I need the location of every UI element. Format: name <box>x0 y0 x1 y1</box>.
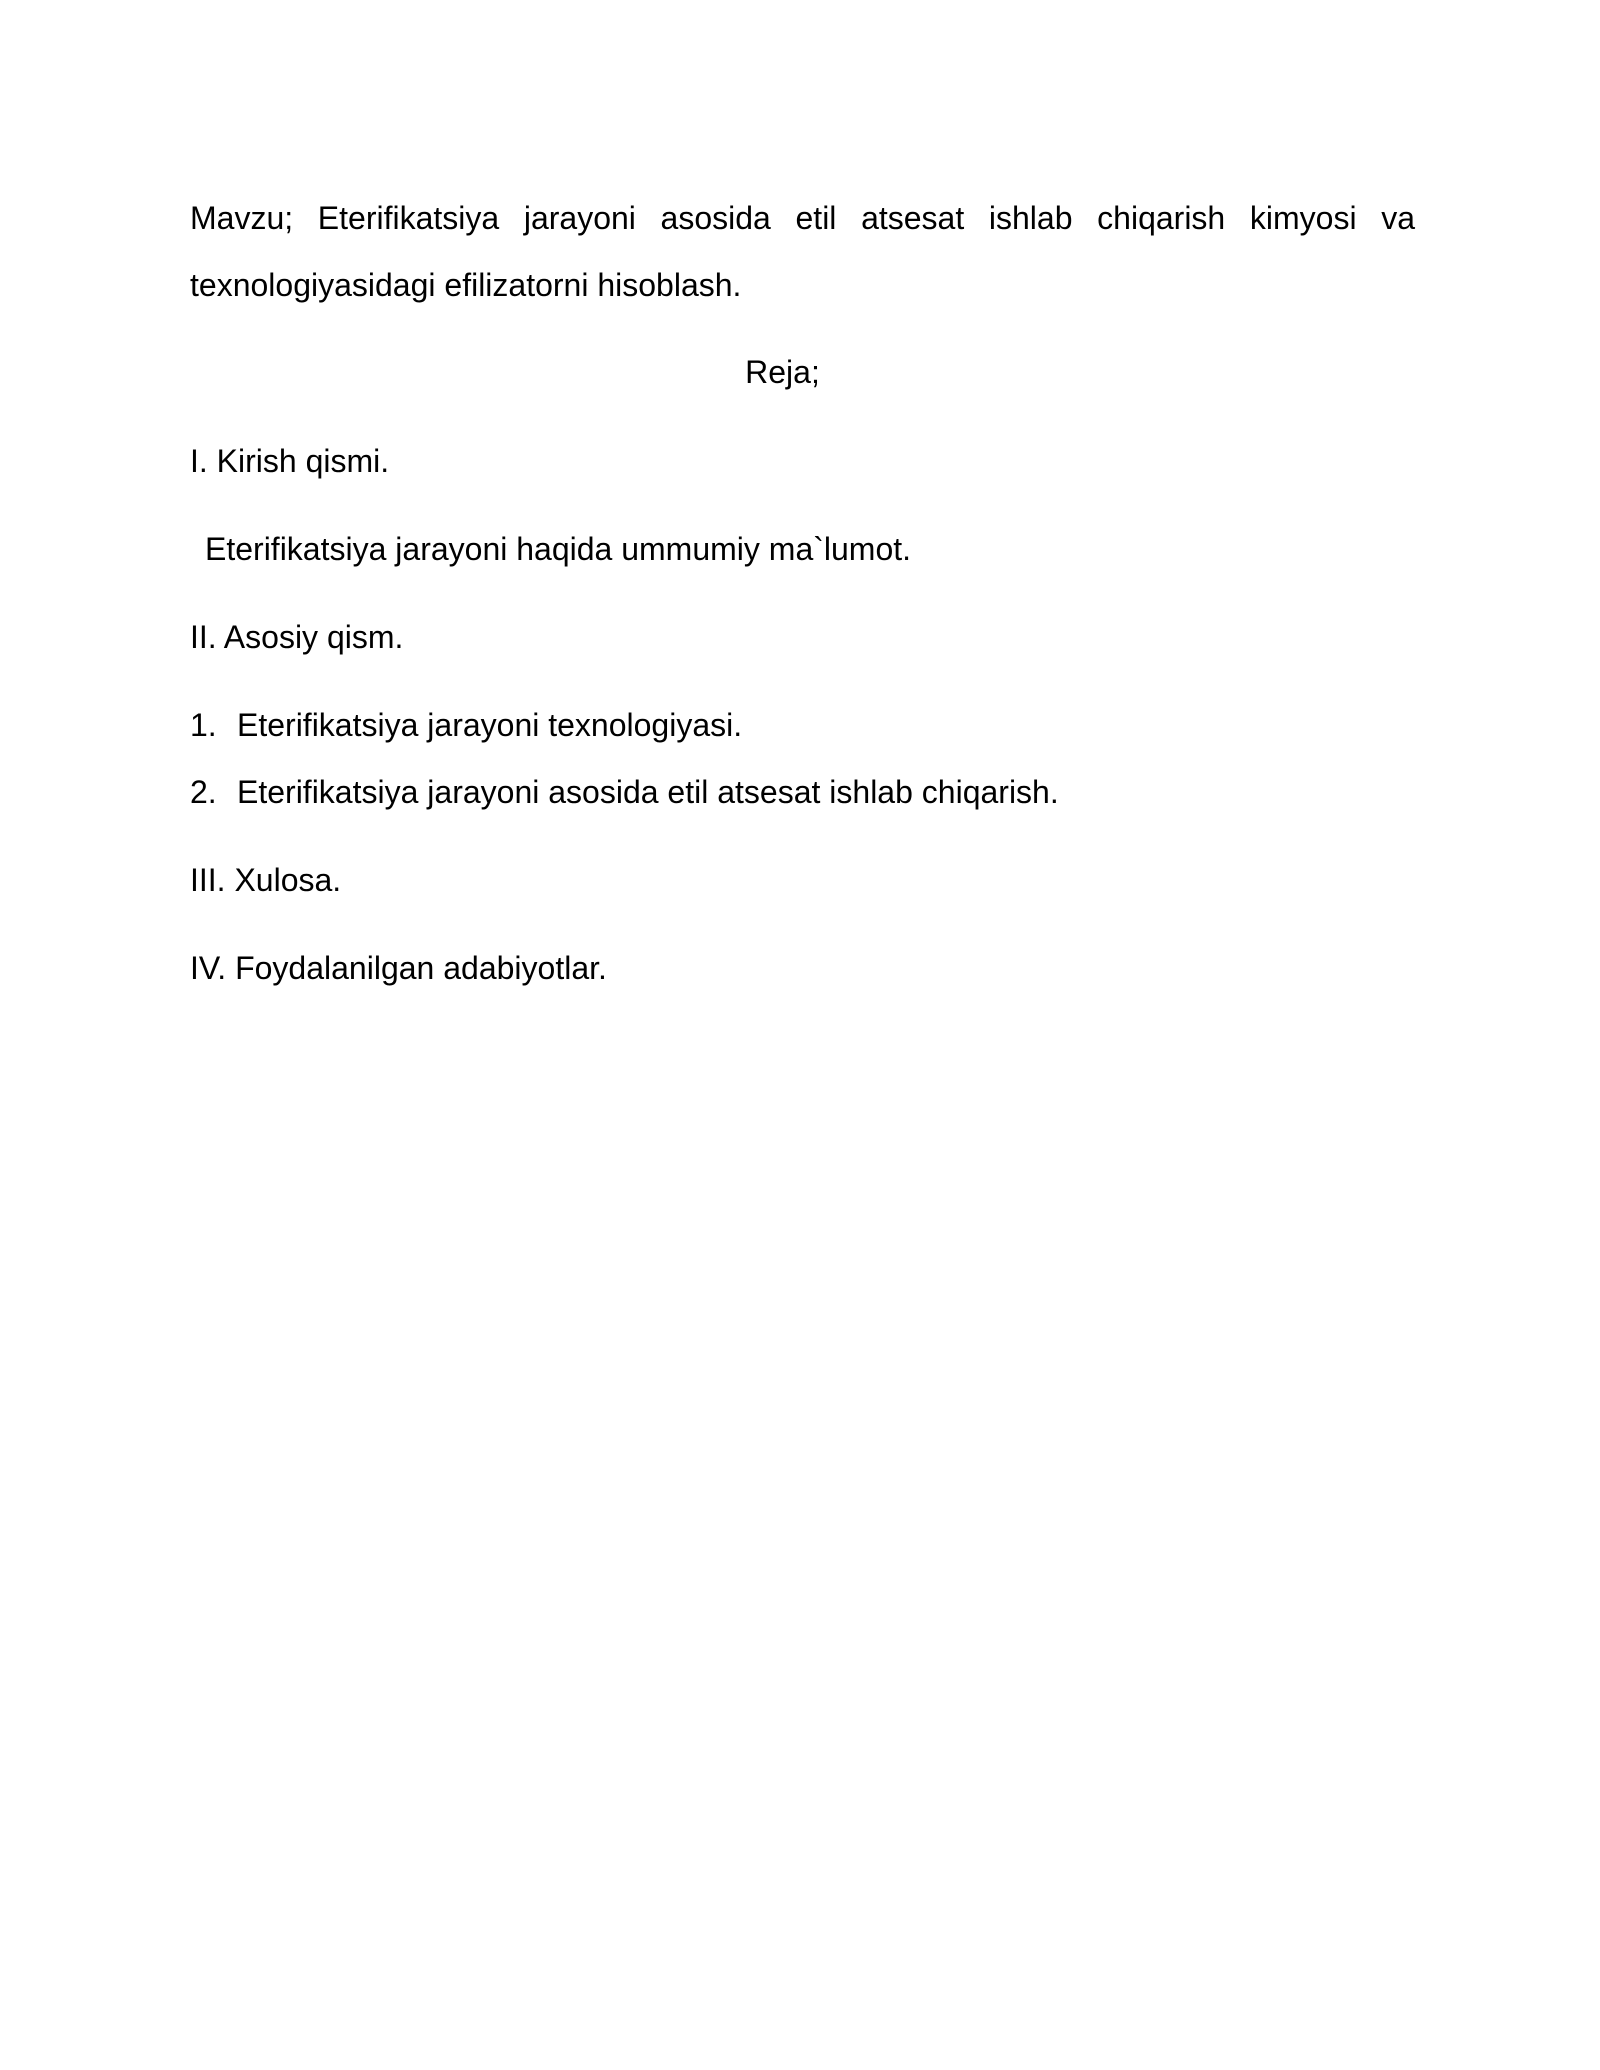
list-item-number: 2. <box>190 774 217 810</box>
list-item-number: 1. <box>190 707 217 743</box>
conclusion-heading: III. Xulosa. <box>190 862 342 898</box>
list-item-text: Eterifikatsiya jarayoni texnologiyasi. <box>237 707 743 743</box>
document-topic: Mavzu; Eterifikatsiya jarayoni asosida etil atsesat ishlab chiqarish kimyosi va texnologiyasidagi efilizatorni hisoblash. <box>190 200 1415 303</box>
list-item <box>190 692 1415 759</box>
intro-item: Eterifikatsiya jarayoni haqida ummumiy ma`lumot. <box>205 531 912 567</box>
list-item-text: Eterifikatsiya jarayoni asosida etil atsesat ishlab chiqarish. <box>237 774 1059 810</box>
main-heading: II. Asosiy qism. <box>190 619 404 655</box>
plan-title: Reja; <box>745 354 820 390</box>
references-heading: IV. Foydalanilgan adabiyotlar. <box>190 950 607 986</box>
document-body <box>190 185 1415 1023</box>
intro-heading: I. Kirish qismi. <box>190 443 390 479</box>
list-item <box>190 759 1415 826</box>
main-items-list <box>190 692 1415 826</box>
